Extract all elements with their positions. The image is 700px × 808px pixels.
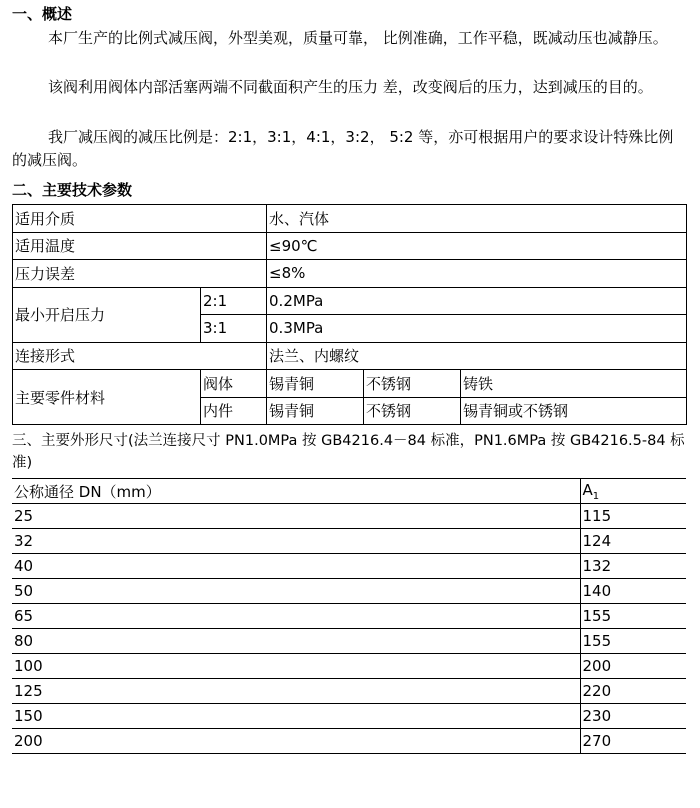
temperature-label: 适用温度 [13,232,267,260]
min-opening-pressure-label: 最小开启压力 [13,287,201,342]
table-row [12,504,686,529]
table-row [13,232,687,260]
table-row [12,554,686,579]
ratio-3-1-value: 0.3MPa [267,315,687,343]
connection-value: 法兰、内螺纹 [267,342,687,370]
connection-label: 连接形式 [13,342,267,370]
technical-parameters-table [12,204,687,425]
table-row [12,654,686,679]
section-2-heading: 二、主要技术参数 [12,181,133,199]
a1-value: 140 [580,579,686,604]
table-header-row [12,479,686,504]
a1-header-subscript: 1 [592,490,600,502]
valve-body-material-3: 铸铁 [461,370,687,398]
dn-column-header: 公称通径 DN（mm） [12,479,580,504]
ratio-2-1-value: 0.2MPa [267,287,687,315]
dn-value: 32 [12,529,580,554]
table-row [13,342,687,370]
dn-value: 40 [12,554,580,579]
table-row [13,287,687,315]
inner-parts-material-1: 锡青铜 [267,397,364,425]
inner-parts-label: 内件 [201,397,267,425]
table-row [12,579,686,604]
valve-body-material-2: 不锈钢 [364,370,461,398]
ratio-2-1: 2:1 [201,287,267,315]
section-3-heading: 三、主要外形尺寸(法兰连接尺寸 PN1.0MPa 按 GB4216.4－84 标准，PN1.6MPa 按 GB4216.5-84 标准) [12,433,685,471]
dn-value: 25 [12,504,580,529]
a1-header-main: A [582,480,593,499]
table-row [13,260,687,288]
a1-value: 132 [580,554,686,579]
temperature-value: ≤90℃ [267,232,687,260]
ratio-3-1: 3:1 [201,315,267,343]
medium-value: 水、汽体 [267,205,687,233]
dn-value: 200 [12,729,580,754]
table-row [13,370,687,398]
medium-label: 适用介质 [13,205,267,233]
a1-value: 220 [580,679,686,704]
valve-body-label: 阀体 [201,370,267,398]
pressure-error-label: 压力误差 [13,260,267,288]
pressure-error-value: ≤8% [267,260,687,288]
dimensions-table [12,478,686,754]
table-row [12,629,686,654]
table-row [12,529,686,554]
a1-value: 155 [580,604,686,629]
materials-label: 主要零件材料 [13,370,201,425]
table-row [12,704,686,729]
inner-parts-material-3: 锡青铜或不锈钢 [461,397,687,425]
a1-value: 115 [580,504,686,529]
a1-value: 124 [580,529,686,554]
table-row [12,604,686,629]
a1-value: 200 [580,654,686,679]
dn-value: 100 [12,654,580,679]
intro-paragraph-2: 该阀利用阀体内部活塞两端不同截面积产生的压力 差，改变阀后的压力，达到减压的目的。 [48,78,653,96]
table-row [13,205,687,233]
intro-paragraph-1: 本厂生产的比例式减压阀，外型美观，质量可靠， 比例准确，工作平稳，既减动压也减静压。 [48,29,668,47]
table-row [12,729,686,754]
inner-parts-material-2: 不锈钢 [364,397,461,425]
intro-paragraph-3: 我厂减压阀的减压比例是：2:1，3:1，4:1，3:2， 5:2 等，亦可根据用户的要求设计特殊比例的减压阀。 [12,128,674,169]
dn-value: 50 [12,579,580,604]
a1-column-header [580,479,686,504]
section-1-heading: 一、概述 [12,5,73,23]
dn-value: 65 [12,604,580,629]
table-row [12,679,686,704]
valve-body-material-1: 锡青铜 [267,370,364,398]
dn-value: 150 [12,704,580,729]
dn-value: 80 [12,629,580,654]
a1-value: 270 [580,729,686,754]
a1-value: 230 [580,704,686,729]
dn-value: 125 [12,679,580,704]
a1-value: 155 [580,629,686,654]
